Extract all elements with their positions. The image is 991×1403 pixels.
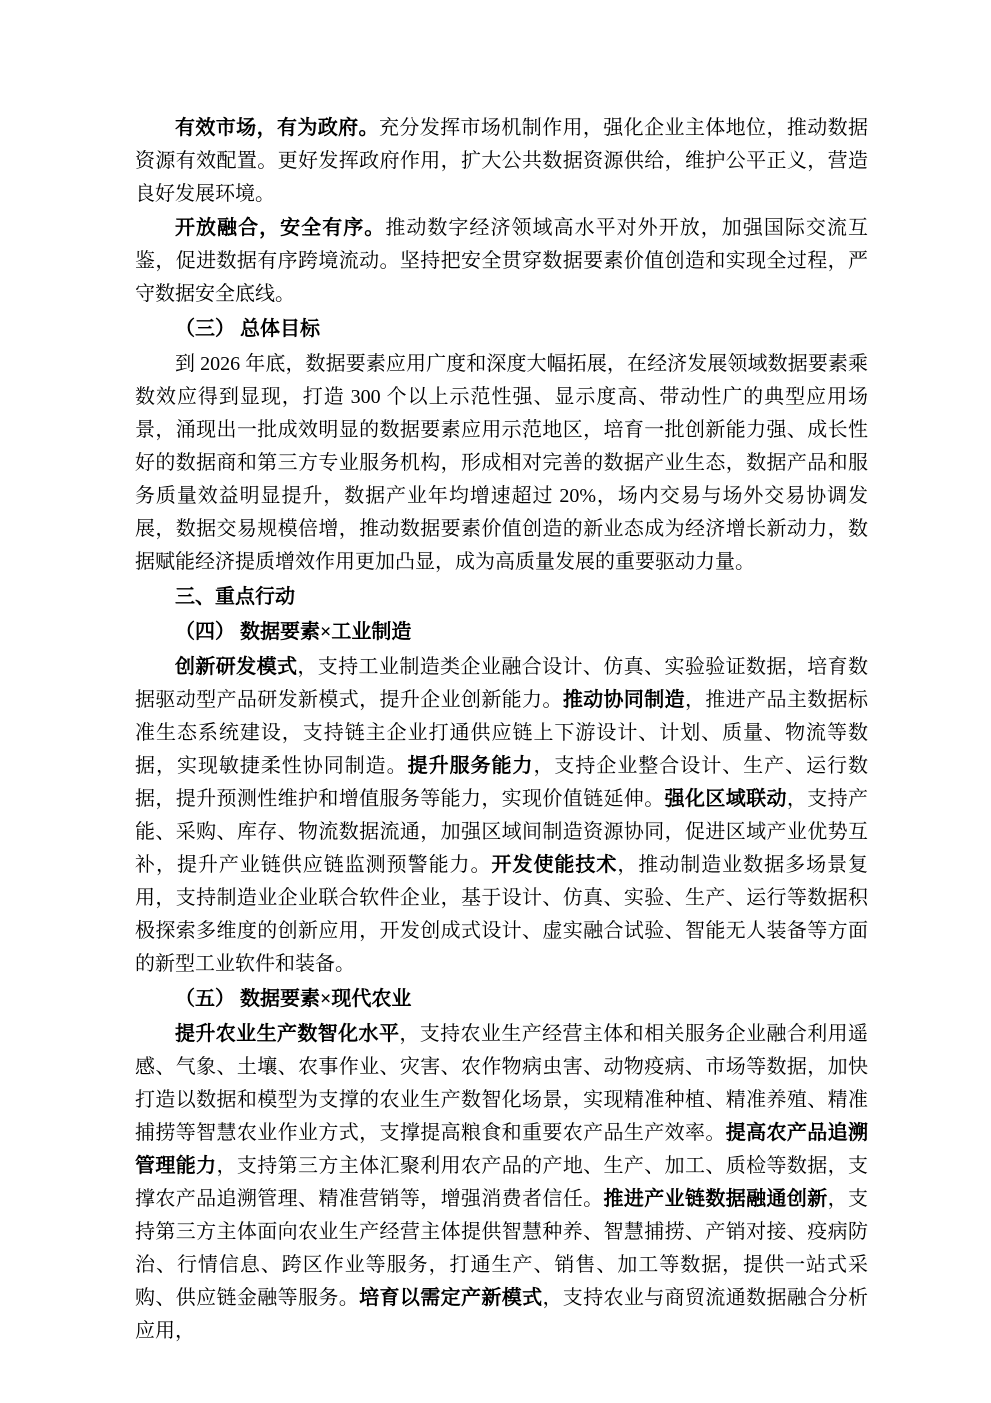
para-modern-agriculture-segment-6: 培育以需定产新模式 — [359, 1287, 543, 1309]
para-modern-agriculture-segment-1: ，支持农业生产经营主体和相关服务企业融合利用遥感、气象、土壤、农事作业、灾害、农作物病虫害、动物疫病、市场等数据，加快打造以数据和模型为支撑的农业生产数智化场景，实现精准种植、精准养殖、精准捕捞等智慧农业作业方式，支撑提高粮食和重要农产品生产效率。 — [135, 1023, 869, 1144]
para-modern-agriculture — [135, 1018, 868, 1348]
para-industrial-manufacturing-segment-8: 开发使能技术 — [491, 854, 618, 876]
para-industrial-manufacturing-segment-7: ，支持产能、采购、库存、物流数据流通，加强区域间制造资源协同，促进区域产业优势互补，提升产业链供应链监测预警能力。 — [135, 788, 869, 876]
para-open-integration-segment-0: 开放融合，安全有序。 — [175, 217, 386, 239]
document-body — [135, 112, 868, 1349]
para-industrial-manufacturing-segment-4: 提升服务能力 — [407, 755, 534, 777]
para-modern-agriculture-segment-5: ，支持第三方主体面向农业生产经营主体提供智慧种养、智慧捕捞、产销对接、疫病防治、行情信息、跨区作业等服务，打通生产、销售、加工等数据，提供一站式采购、供应链金融等服务。 — [135, 1188, 869, 1309]
para-industrial-manufacturing-segment-1: ，支持工业制造类企业融合设计、仿真、实验验证数据，培育数据驱动型产品研发新模式，提升企业创新能力。 — [135, 656, 869, 711]
para-effective-market-segment-0: 有效市场，有为政府。 — [175, 117, 379, 139]
heading-industrial-manufacturing: （四） 数据要素×工业制造 — [175, 621, 412, 643]
para-industrial-manufacturing-segment-9: ，推动制造业数据多场景复用，支持制造业企业联合软件企业，基于设计、仿真、实验、生产、运行等数据积极探索多维度的创新应用，开发创成式设计、虚实融合试验、智能无人装备等方面的新型工业软件和装备。 — [135, 854, 869, 975]
para-industrial-manufacturing — [135, 651, 868, 981]
para-industrial-manufacturing-segment-0: 创新研发模式 — [175, 656, 298, 678]
para-modern-agriculture-segment-2: 提高农产品追溯管理能力 — [135, 1122, 869, 1177]
para-modern-agriculture-segment-4: 推进产业链数据融通创新 — [603, 1188, 828, 1210]
para-modern-agriculture-segment-0: 提升农业生产数智化水平 — [175, 1023, 400, 1045]
para-industrial-manufacturing-segment-3: ，推进产品主数据标准生态系统建设，支持链主企业打通供应链上下游设计、计划、质量、物流等数据，实现敏捷柔性协同制造。 — [135, 689, 869, 777]
heading-key-actions: 三、重点行动 — [175, 586, 295, 608]
para-industrial-manufacturing-segment-5: ，支持企业整合设计、生产、运行数据，提升预测性维护和增值服务等能力，实现价值链延伸。 — [135, 755, 869, 810]
para-open-integration-segment-1: 推动数字经济领域高水平对外开放，加强国际交流互鉴，促进数据有序跨境流动。坚持把安全贯穿数据要素价值创造和实现全过程，严守数据安全底线。 — [135, 217, 868, 305]
para-overall-goal-segment-0: 到 2026 年底，数据要素应用广度和深度大幅拓展，在经济发展领域数据要素乘数效应得到显现，打造 300 个以上示范性强、显示度高、带动性广的典型应用场景，涌现出一批成效明显的数据要素应用示范地区，培育一批创新能力强、成长性好的数据商和第三方专业服务机构，形成相对完善的数据产业生态，数据产品和服务质量效益明显提升，数据产业年均增速超过 20%，场内交易与场外交易协调发展，数据交易规模倍增，推动数据要素价值创造的新业态成为经济增长新动力，数据赋能经济提质增效作用更加凸显，成为高质量发展的重要驱动力量。 — [135, 353, 868, 573]
para-overall-goal — [135, 348, 868, 579]
heading-overall-goal: （三） 总体目标 — [175, 318, 320, 340]
para-industrial-manufacturing-segment-6: 强化区域联动 — [664, 788, 787, 810]
para-modern-agriculture-segment-3: ，支持第三方主体汇聚利用农产品的产地、生产、加工、质检等数据，支撑农产品追溯管理、精准营销等，增强消费者信任。 — [135, 1155, 869, 1210]
para-modern-agriculture-segment-7: ，支持农业与商贸流通数据融合分析应用， — [135, 1287, 869, 1342]
para-effective-market-segment-1: 充分发挥市场机制作用，强化企业主体地位，推动数据资源有效配置。更好发挥政府作用，扩大公共数据资源供给，维护公平正义，营造良好发展环境。 — [135, 117, 869, 205]
para-open-integration — [135, 212, 868, 311]
para-effective-market — [135, 112, 868, 211]
para-industrial-manufacturing-segment-2: 推动协同制造 — [562, 689, 686, 711]
heading-modern-agriculture: （五） 数据要素×现代农业 — [175, 988, 412, 1010]
